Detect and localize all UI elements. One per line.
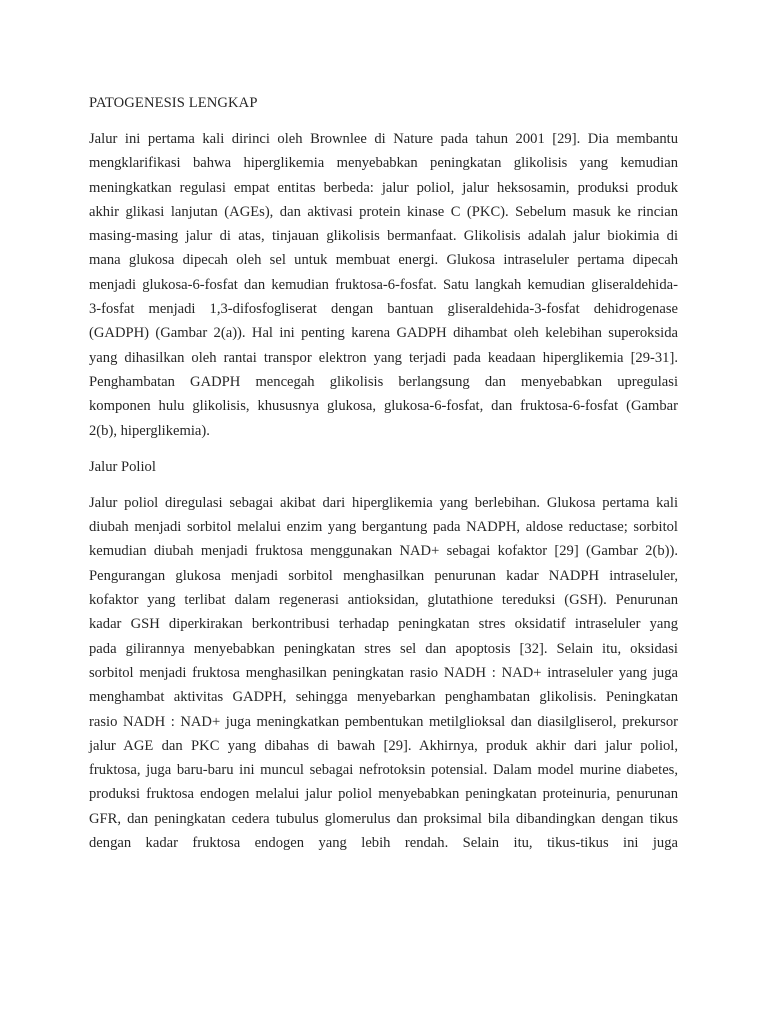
text-line: komponen hulu glikolisis, khususnya glukosa, glukosa-6-fosfat, dan fruktosa-6-fosfat (Gambar bbox=[89, 398, 678, 415]
text-line: 2(b), hiperglikemia). bbox=[89, 422, 210, 439]
text-line: mana glukosa dipecah oleh sel untuk membuat energi. Glukosa intraseluler pertama dipecah bbox=[89, 252, 678, 269]
text-line: kemudian diubah menjadi fruktosa menggunakan NAD+ sebagai kofaktor [29] (Gambar 2(b)). bbox=[89, 543, 678, 560]
section-heading-jalur-poliol: Jalur Poliol bbox=[89, 458, 156, 475]
text-line: menghambat aktivitas GADPH, sehingga menyebarkan penghambatan glikolisis. Peningkatan bbox=[89, 689, 678, 706]
document-body bbox=[89, 93, 678, 855]
text-line: kofaktor yang terlibat dalam regenerasi antioksidan, glutathione tereduksi (GSH). Penurunan bbox=[89, 592, 678, 609]
text-line: Penghambatan GADPH mencegah glikolisis berlangsung dan menyebabkan upregulasi bbox=[89, 373, 678, 390]
text-line: akhir glikasi lanjutan (AGEs), dan aktivasi protein kinase C (PKC). Sebelum masuk ke rincian bbox=[89, 203, 678, 220]
text-line: pada gilirannya menyebabkan peningkatan stres sel dan apoptosis [32]. Selain itu, oksidasi bbox=[89, 640, 678, 657]
text-line: GFR, dan peningkatan cedera tubulus glomerulus dan proksimal bila dibandingkan dengan tikus bbox=[89, 810, 678, 827]
text-line: menjadi glukosa-6-fosfat dan kemudian fruktosa-6-fosfat. Satu langkah kemudian gliseraldehida- bbox=[89, 276, 678, 293]
text-line: kadar GSH diperkirakan berkontribusi terhadap peningkatan stres oksidatif intraseluler yang bbox=[89, 616, 678, 633]
text-line: Jalur ini pertama kali dirinci oleh Brownlee di Nature pada tahun 2001 [29]. Dia membantu bbox=[89, 131, 678, 147]
text-line: masing-masing jalur di atas, tinjauan glikolisis bermanfaat. Glikolisis adalah jalur biokimia di bbox=[89, 228, 678, 245]
text-line: meningkatkan regulasi empat entitas berbeda: jalur poliol, jalur heksosamin, produksi produk bbox=[89, 179, 678, 196]
text-line: Pengurangan glukosa menjadi sorbitol menghasilkan penurunan kadar NADPH intraseluler, bbox=[89, 567, 678, 584]
text-line: mengklarifikasi bahwa hiperglikemia menyebabkan peningkatan glikolisis yang kemudian bbox=[89, 155, 678, 172]
text-line: rasio NADH : NAD+ juga meningkatkan pembentukan metilglioksal dan diasilgliserol, prekursor bbox=[89, 713, 678, 730]
text-line: (GADPH) (Gambar 2(a)). Hal ini penting karena GADPH dihambat oleh kelebihan superoksida bbox=[89, 325, 678, 342]
document-title: PATOGENESIS LENGKAP bbox=[89, 95, 258, 111]
paragraph-jalur-poliol bbox=[89, 491, 678, 855]
text-line: fruktosa, juga baru-baru ini muncul sebagai nefrotoksin potensial. Dalam model murine diabetes, bbox=[89, 762, 678, 779]
text-line: dengan kadar fruktosa endogen yang lebih rendah. Selain itu, tikus-tikus ini juga bbox=[89, 835, 678, 852]
paragraph-intro bbox=[89, 127, 678, 443]
text-line: diubah menjadi sorbitol melalui enzim yang bergantung pada NADPH, aldose reductase; sorbitol bbox=[89, 519, 678, 536]
text-line: jalur AGE dan PKC yang dibahas di bawah [29]. Akhirnya, produk akhir dari jalur poliol, bbox=[89, 737, 678, 754]
text-line: produksi fruktosa endogen melalui jalur poliol menyebabkan peningkatan proteinuria, penurunan bbox=[89, 786, 678, 803]
text-line: sorbitol menjadi fruktosa menghasilkan peningkatan rasio NADH : NAD+ intraseluler yang juga bbox=[89, 664, 678, 681]
text-line: 3-fosfat menjadi 1,3-difosfogliserat dengan bantuan gliseraldehida-3-fosfat dehidrogenase bbox=[89, 301, 678, 318]
text-line: yang dihasilkan oleh rantai transpor elektron yang terjadi pada keadaan hiperglikemia [29-31]. bbox=[89, 349, 678, 366]
text-line: Jalur poliol diregulasi sebagai akibat dari hiperglikemia yang berlebihan. Glukosa pertama kali bbox=[89, 494, 678, 511]
